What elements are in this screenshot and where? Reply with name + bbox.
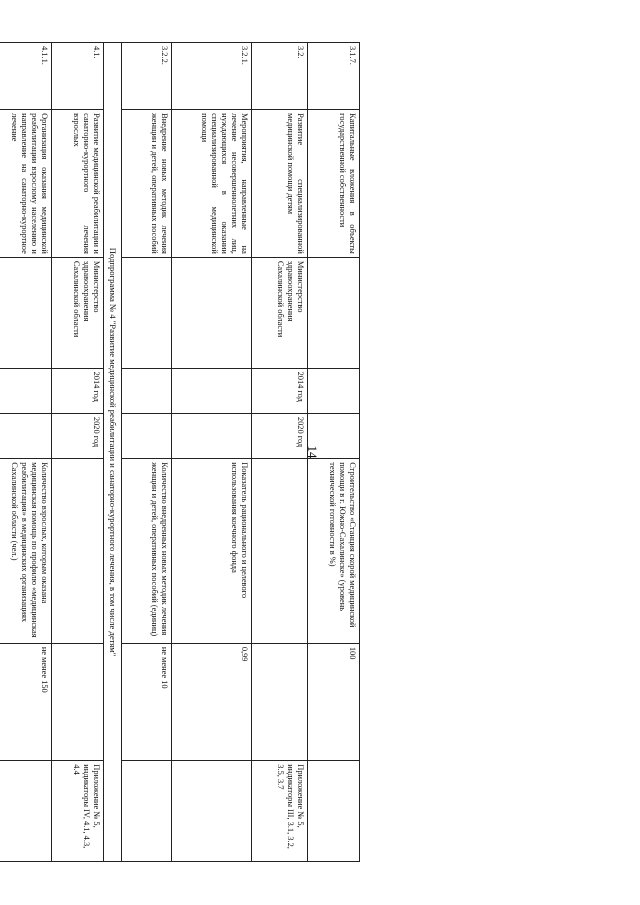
target-value: не менее 10 (122, 643, 172, 760)
subprogram-title: Подпрограмма № 4 "Развитие медицинской реабилитации и санаторно-курортного лечения, в том числе детям" (104, 43, 122, 862)
responsible: Министерство здравоохранения Сахалинской области (52, 257, 104, 368)
responsible (122, 257, 172, 368)
target-value: 100 (308, 643, 360, 760)
year-start (308, 368, 360, 413)
year-start (122, 368, 172, 413)
year-start: 2014 год (52, 368, 104, 413)
table-row (172, 43, 252, 862)
year-end (308, 413, 360, 458)
measure-name: Капитальные вложения в объекты государственной собственности (308, 110, 360, 258)
rotated-table-wrapper (10, 42, 360, 862)
year-end (0, 413, 52, 458)
row-number: 3.2.2. (122, 43, 172, 110)
year-start (0, 368, 52, 413)
year-start: 2014 год (252, 368, 308, 413)
target-value: 0,99 (172, 643, 252, 760)
year-start (172, 368, 252, 413)
indicator: Количество взрослых, которым оказана медицинская помощь по профилю «медицинская реабилитация» в медицинских организациях Сахалинской области (чел.) (0, 459, 52, 644)
row-number: 4.1.1. (0, 43, 52, 110)
row-number: 4.1. (52, 43, 104, 110)
measure-name: Внедрение новых методик лечения женщин и детей, оперативных пособий (122, 110, 172, 258)
reference (122, 761, 172, 862)
responsible: Министерство здравоохранения Сахалинской области (252, 257, 308, 368)
indicator: Количество внедренных новых методик лечения женщин и детей, оперативных пособий (единиц) (122, 459, 172, 644)
indicator (252, 459, 308, 644)
year-end (122, 413, 172, 458)
page-number: 14 (305, 445, 320, 459)
reference: Приложение № 5, индикаторы IV, 4.1, 4.3, 4.4 (52, 761, 104, 862)
table-row (122, 43, 172, 862)
responsible (172, 257, 252, 368)
reference (172, 761, 252, 862)
measure-name: Развитие медицинской реабилитации и санаторно-курортного лечения взрослых (52, 110, 104, 258)
measure-name: Развитие специализированной медицинской помощи детям (252, 110, 308, 258)
responsible (308, 257, 360, 368)
indicator: Показатель рационального и целевого использования коечного фонда (172, 459, 252, 644)
year-end (172, 413, 252, 458)
year-end: 2020 год (252, 413, 308, 458)
table-row (0, 43, 52, 862)
reference: Приложение № 5, индикаторы III, 3.1, 3.2, 3.5, 3.7 (252, 761, 308, 862)
measure-name: Мероприятия, направленные на лечение несовершеннолетних лиц, нуждающихся в оказании специализированной медицинской помощи (172, 110, 252, 258)
reference (308, 761, 360, 862)
target-value (52, 643, 104, 760)
table-row (308, 43, 360, 862)
row-number: 3.2. (252, 43, 308, 110)
target-value (252, 643, 308, 760)
program-table (0, 42, 360, 862)
measure-name: Организация оказания медицинской реабилитации взрослому населению и направление на санаторно-курортное лечение (0, 110, 52, 258)
responsible (0, 257, 52, 368)
year-end: 2020 год (52, 413, 104, 458)
table-row (252, 43, 308, 862)
indicator: Строительство «Станция скорой медицинской помощи в г. Южно-Сахалинске» (уровень технической готовности в %) (308, 459, 360, 644)
reference (0, 761, 52, 862)
row-number: 3.1.7. (308, 43, 360, 110)
row-number: 3.2.1. (172, 43, 252, 110)
subprogram-row (104, 43, 122, 862)
table-row (52, 43, 104, 862)
target-value: не менее 150 (0, 643, 52, 760)
indicator (52, 459, 104, 644)
